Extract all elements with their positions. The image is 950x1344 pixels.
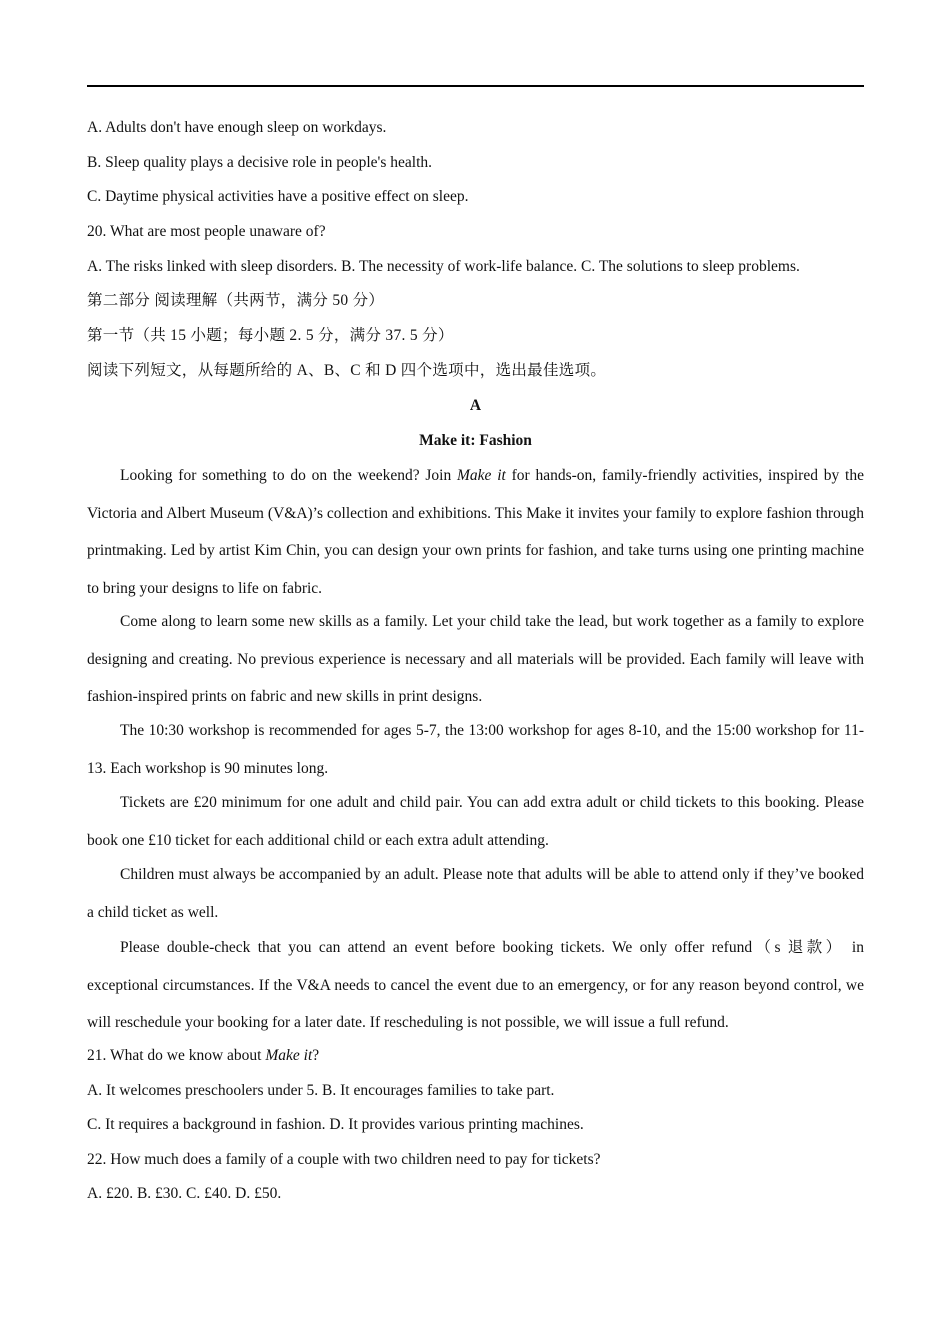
option-c-prev: C. Daytime physical activities have a positive effect on sleep. [87, 188, 469, 205]
question-21-options-1: A. It welcomes preschoolers under 5. B. It encourages families to take part. [87, 1082, 555, 1099]
question-20-options: A. The risks linked with sleep disorders. B. The necessity of work-life balance. C. The solutions to sleep problems. [87, 258, 800, 275]
paragraph-6: Please double-check that you can attend an event before booking tickets. We only offer refund（s 退款） in exceptional circumstances. If the V&A needs to cancel the event due to an emergency, or for any reason beyond control, we will reschedule your booking for a later date. If rescheduling is not possible, we will issue a full refund. [87, 939, 864, 1031]
passage-letter: A [469, 397, 482, 414]
paragraph-1: Looking for something to do on the weekend? Join Make it for hands-on, family-friendly activities, inspired by the Victoria and Albert Museum (V&A)’s collection and exhibitions. This Make it invites your family to explore fashion through printmaking. Led by artist Kim Chin, you can design your own prints for fashion, and take turns using one printing machine to bring your designs to life on fabric. [87, 467, 864, 597]
paragraph-3: The 10:30 workshop is recommended for ages 5-7, the 13:00 workshop for ages 8-10, and the 15:00 workshop for 11-13. Each workshop is 90 minutes long. [87, 722, 864, 777]
passage-title: Make it: Fashion [419, 432, 532, 449]
paragraph-4: Tickets are £20 minimum for one adult and child pair. You can add extra adult or child tickets to this booking. Please book one £10 ticket for each additional child or each extra adult attending. [87, 794, 864, 849]
paragraph-2: Come along to learn some new skills as a family. Let your child take the lead, but work together as a family to explore designing and creating. No previous experience is necessary and all materials will be provided. Each family will leave with fashion-inspired prints on fabric and new skills in print designs. [87, 613, 864, 705]
question-22-options: A. £20. B. £30. C. £40. D. £50. [87, 1185, 282, 1202]
option-a-prev: A. Adults don't have enough sleep on workdays. [87, 119, 387, 136]
question-21: 21. What do we know about Make it? [87, 1047, 320, 1064]
instruction: 阅读下列短文，从每题所给的 A、B、C 和 D 四个选项中，选出最佳选项。 [87, 362, 607, 379]
option-b-prev: B. Sleep quality plays a decisive role in people's health. [87, 154, 432, 171]
paragraph-5: Children must always be accompanied by an adult. Please note that adults will be able to attend only if they’ve booked a child ticket as well. [87, 866, 864, 921]
question-21-options-2: C. It requires a background in fashion. D. It provides various printing machines. [87, 1116, 584, 1133]
section-heading: 第二部分 阅读理解（共两节，满分 50 分） [87, 292, 385, 309]
question-22: 22. How much does a family of a couple with two children need to pay for tickets? [87, 1151, 601, 1168]
header-rule [87, 85, 864, 87]
make-it-italic: Make it [457, 467, 506, 484]
subsection-heading: 第一节（共 15 小题；每小题 2. 5 分，满分 37. 5 分） [87, 327, 454, 344]
question-20: 20. What are most people unaware of? [87, 223, 326, 240]
